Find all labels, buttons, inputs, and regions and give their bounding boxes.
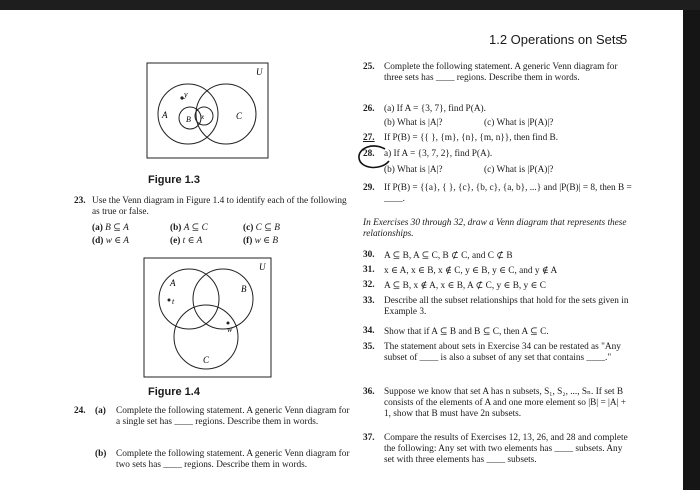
ex30-number: 30.	[363, 250, 375, 260]
section-title: 1.2 Operations on Sets	[489, 32, 622, 47]
ex36-number: 36.	[363, 387, 375, 397]
label-a: A	[170, 278, 176, 288]
ex35-number: 35.	[363, 342, 375, 352]
ex25-number: 25.	[363, 62, 375, 72]
ex32-text: A ⊆ B, x ∉ A, x ∈ B, A ⊄ C, y ∈ B, y ∈ C	[384, 281, 546, 291]
universe-label: U	[259, 262, 266, 272]
figure-1-3-caption: Figure 1.3	[148, 174, 200, 186]
label-x: x	[201, 113, 205, 121]
ex24-b-text: Complete the following statement. A generic Venn diagram for two sets has ____ regions. Describe them in words.	[116, 449, 350, 471]
ex26-b: (b) What is |A|?	[384, 118, 443, 128]
ex24-number: 24.	[74, 406, 86, 416]
ex23-text: Use the Venn diagram in Figure 1.4 to identify each of the following as true or false.	[92, 196, 347, 218]
set-c-circle	[196, 84, 256, 144]
ex31-text: x ∈ A, x ∈ B, x ∉ C, y ∈ B, y ∈ C, and y ∉ A	[384, 266, 558, 276]
page-number: 5	[620, 32, 628, 47]
ex33-number: 33.	[363, 296, 375, 306]
ex26-c: (c) What is |P(A)|?	[484, 118, 554, 128]
ex24-b-label: (b)	[95, 449, 107, 459]
ex28-a: a) If A = {3, 7, 2}, find P(A).	[384, 149, 493, 159]
ex34-text: Show that if A ⊆ B and B ⊆ C, then A ⊆ C.	[384, 327, 549, 337]
ex30-text: A ⊆ B, A ⊆ C, B ⊄ C, and C ⊄ B	[384, 251, 513, 261]
ex23-number: 23.	[74, 196, 86, 206]
ex25-text: Complete the following statement. A generic Venn diagram for three sets has ____ regions. Describe them in words.	[384, 62, 618, 84]
ex26-a: (a) If A = {3, 7}, find P(A).	[384, 104, 486, 114]
figure-1-3-venn	[146, 62, 270, 160]
ex23-part-f: (f) w ∈ B	[243, 236, 279, 246]
ex36-text: Suppose we know that set A has n subsets, S₁, S₂, ..., Sₙ. If set B consists of the elements of A and one more element so |B| = |A| + 1, show that B must have 2n subsets.	[384, 387, 627, 420]
ex28-number: 28.	[363, 149, 375, 159]
label-t: t	[172, 297, 175, 306]
ex35-text: The statement about sets in Exercise 34 can be restated as "Any subset of ____ is also a subset of any set that contains ____."	[384, 342, 621, 364]
label-b: B	[241, 284, 247, 294]
ex31-number: 31.	[363, 265, 375, 275]
label-y: y	[184, 90, 188, 99]
ex23-part-a: (a) B ⊆ A	[92, 223, 129, 233]
ex24-a-label: (a)	[95, 406, 106, 416]
instructions-30-32: In Exercises 30 through 32, draw a Venn diagram that represents these relationships.	[363, 218, 627, 240]
ex29-text: If P(B) = {{a}, { }, {c}, {b, c}, {a, b}, ...} and |P(B)| = 8, then B = ____.	[384, 183, 632, 205]
ex28-c: (c) What is |P(A)|?	[484, 165, 554, 175]
figure-1-4-caption: Figure 1.4	[148, 386, 200, 398]
ex23-part-e: (e) t ∈ A	[170, 236, 203, 246]
point-t	[168, 299, 171, 302]
label-c: C	[236, 111, 243, 121]
ex37-number: 37.	[363, 433, 375, 443]
ex23-part-d: (d) w ∈ A	[92, 236, 129, 246]
ex26-number: 26.	[363, 104, 375, 114]
ex29-number: 29.	[363, 183, 375, 193]
window-top-bar	[0, 0, 700, 10]
ex24-a-text: Complete the following statement. A generic Venn diagram for a single set has ____ regions. Describe them in words.	[116, 406, 350, 428]
ex37-text: Compare the results of Exercises 12, 13, 26, and 28 and complete the following: Any set with two elements has ____ subsets. Any set with three elements has ____ subsets.	[384, 433, 628, 466]
set-b-circle	[193, 269, 253, 329]
ex27-text: If P(B) = {{ }, {m}, {n}, {m, n}}, then find B.	[384, 133, 559, 143]
universe-label: U	[256, 67, 263, 77]
ex27-number: 27.	[363, 133, 375, 143]
label-w: w	[227, 325, 233, 334]
ex34-number: 34.	[363, 326, 375, 336]
ex33-text: Describe all the subset relationships that hold for the sets given in Example 3.	[384, 296, 629, 318]
figure-1-4-venn	[143, 257, 273, 379]
ex28-b: (b) What is |A|?	[384, 165, 443, 175]
ex32-number: 32.	[363, 280, 375, 290]
page-edge-shadow	[683, 10, 700, 490]
ex23-part-c: (c) C ⊆ B	[243, 223, 280, 233]
label-b: B	[186, 115, 191, 124]
ex23-part-b: (b) A ⊆ C	[170, 223, 208, 233]
label-a: A	[162, 110, 168, 120]
label-c: C	[203, 355, 210, 365]
